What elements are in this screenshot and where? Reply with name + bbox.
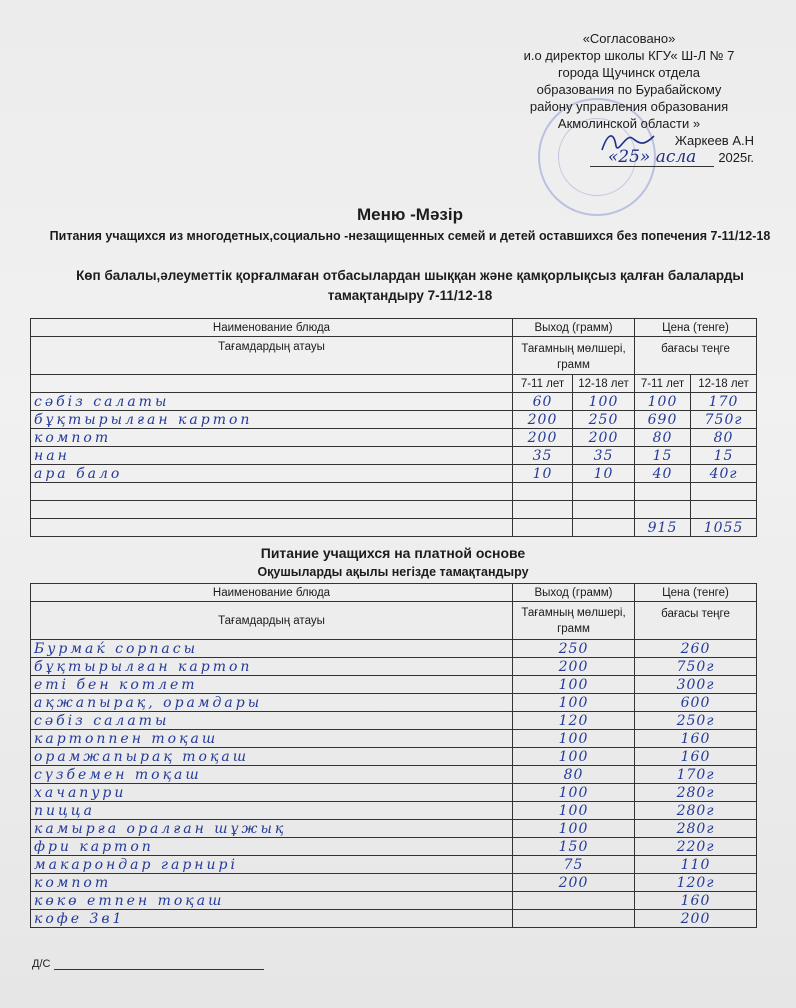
approval-line: города Щучинск отдела xyxy=(558,65,700,80)
price: 280г xyxy=(635,802,757,820)
dish-name: пицца xyxy=(31,802,513,820)
col-header-yield-kz: Тағамның мөлшері, грамм xyxy=(513,602,635,640)
approval-line: Акмолинской области » xyxy=(557,116,701,131)
price: 160 xyxy=(635,730,757,748)
age-header: 12-18 лет xyxy=(573,375,635,393)
section-title-paid-kz: Оқушыларды ақылы негізде тамақтандыру xyxy=(257,565,529,579)
price-7-11: 690 xyxy=(635,411,691,429)
price-12-18: 750г xyxy=(691,411,757,429)
table-row xyxy=(31,910,757,928)
price: 160 xyxy=(635,892,757,910)
yield-12-18: 250 xyxy=(573,411,635,429)
table-row xyxy=(31,483,757,501)
price-7-11: 15 xyxy=(635,447,691,465)
price-12-18 xyxy=(691,483,757,501)
approval-line: и.о директор школы КГУ« Ш-Л № 7 xyxy=(523,48,735,63)
total-price-7-11: 915 xyxy=(635,519,691,537)
signature-line xyxy=(54,960,264,970)
price: 280г xyxy=(635,820,757,838)
price: 600 xyxy=(635,694,757,712)
menu-table-social xyxy=(30,318,757,537)
dish-name: еті бен котлет xyxy=(31,676,513,694)
yield-12-18: 200 xyxy=(573,429,635,447)
approval-block xyxy=(504,30,754,167)
yield: 150 xyxy=(513,838,635,856)
price-12-18 xyxy=(691,501,757,519)
table-row xyxy=(31,501,757,519)
price-12-18: 170 xyxy=(691,393,757,411)
col-header-yield-ru: Выход (грамм) xyxy=(513,319,635,337)
yield: 100 xyxy=(513,694,635,712)
yield xyxy=(513,892,635,910)
table-row xyxy=(31,658,757,676)
dish-name xyxy=(31,519,513,537)
price-12-18: 40г xyxy=(691,465,757,483)
yield: 100 xyxy=(513,730,635,748)
dish-name: макарондар гарнирі xyxy=(31,856,513,874)
dish-name: сәбіз салаты xyxy=(31,393,513,411)
yield: 80 xyxy=(513,766,635,784)
table-row xyxy=(31,874,757,892)
yield: 100 xyxy=(513,820,635,838)
subtitle-ru: Питания учащихся из многодетных,социально -незащищенных семей и детей оставшихся без попечения 7-11/12-18 xyxy=(49,229,771,243)
table-row xyxy=(31,640,757,658)
table-row xyxy=(31,802,757,820)
dish-name: бұқтырылған картоп xyxy=(31,411,513,429)
price: 250г xyxy=(635,712,757,730)
menu-table-paid xyxy=(30,583,757,928)
yield-12-18: 100 xyxy=(573,393,635,411)
yield: 75 xyxy=(513,856,635,874)
approval-signer: Жаркеев А.Н xyxy=(674,133,754,148)
yield-12-18 xyxy=(573,483,635,501)
dish-name: ақжапырақ, орамдары xyxy=(31,694,513,712)
page-title: Меню -Мәзір xyxy=(357,205,463,224)
table-row xyxy=(31,676,757,694)
price: 750г xyxy=(635,658,757,676)
yield: 200 xyxy=(513,658,635,676)
yield-7-11 xyxy=(513,501,573,519)
col-header-price-ru: Цена (тенге) xyxy=(635,319,757,337)
dish-name: кофе 3в1 xyxy=(31,910,513,928)
section-title-paid-ru: Питание учащихся на платной основе xyxy=(260,545,526,561)
price: 260 xyxy=(635,640,757,658)
dish-name: орамжапырақ тоқаш xyxy=(31,748,513,766)
price-7-11: 100 xyxy=(635,393,691,411)
dish-name: камырға оралған шұжық xyxy=(31,820,513,838)
approval-date-handwritten: «25» асла xyxy=(590,149,714,167)
dish-name xyxy=(31,483,513,501)
yield xyxy=(513,910,635,928)
col-header-price-ru: Цена (тенге) xyxy=(635,584,757,602)
dish-name: компот xyxy=(31,874,513,892)
age-header: 7-11 лет xyxy=(635,375,691,393)
price-7-11 xyxy=(635,483,691,501)
price: 220г xyxy=(635,838,757,856)
table-row xyxy=(31,694,757,712)
col-header-name-kz: Тағамдардың атауы xyxy=(31,602,513,640)
col-header-name-ru: Наименование блюда xyxy=(31,319,513,337)
dish-name: фри картоп xyxy=(31,838,513,856)
dish-name: Бурмаќ сорпасы xyxy=(31,640,513,658)
price: 120г xyxy=(635,874,757,892)
table-row xyxy=(31,519,757,537)
footer-signature xyxy=(32,958,264,970)
yield-12-18 xyxy=(573,519,635,537)
table-row xyxy=(31,730,757,748)
yield-12-18: 10 xyxy=(573,465,635,483)
price-7-11: 40 xyxy=(635,465,691,483)
col-header-yield-ru: Выход (грамм) xyxy=(513,584,635,602)
yield: 100 xyxy=(513,802,635,820)
yield-7-11: 60 xyxy=(513,393,573,411)
total-price-12-18: 1055 xyxy=(691,519,757,537)
approval-year: 2025г. xyxy=(718,150,754,165)
table-row xyxy=(31,766,757,784)
dish-name: көкө етпен тоқаш xyxy=(31,892,513,910)
approval-line: «Согласовано» xyxy=(582,31,676,46)
col-header-yield-kz: Тағамның мөлшері, грамм xyxy=(513,337,635,375)
yield-7-11: 200 xyxy=(513,429,573,447)
approval-line: району управления образования xyxy=(529,99,729,114)
table-row xyxy=(31,748,757,766)
yield: 100 xyxy=(513,784,635,802)
yield-7-11: 10 xyxy=(513,465,573,483)
col-header-price-kz: бағасы теңге xyxy=(635,337,757,375)
dish-name: сүзбемен тоқаш xyxy=(31,766,513,784)
yield-7-11: 200 xyxy=(513,411,573,429)
dish-name: нан xyxy=(31,447,513,465)
price-12-18: 80 xyxy=(691,429,757,447)
dish-name: картоппен тоқаш xyxy=(31,730,513,748)
dish-name: компот xyxy=(31,429,513,447)
dish-name: бұқтырылған картоп xyxy=(31,658,513,676)
table-row xyxy=(31,856,757,874)
price: 200 xyxy=(635,910,757,928)
table-row xyxy=(31,447,757,465)
table-row xyxy=(31,393,757,411)
table-row xyxy=(31,712,757,730)
dish-name: хачапури xyxy=(31,784,513,802)
price-7-11 xyxy=(635,501,691,519)
yield-7-11: 35 xyxy=(513,447,573,465)
table-row xyxy=(31,784,757,802)
dish-name xyxy=(31,501,513,519)
table-row xyxy=(31,429,757,447)
table-row xyxy=(31,465,757,483)
subtitle-kz: Көп балалы,әлеуметтік қорғалмаған отбасылардан шыққан және қамқорлықсыз қалған балаларды тамақтандыру 7-11/12-18 xyxy=(76,268,744,303)
age-header: 12-18 лет xyxy=(691,375,757,393)
col-header-price-kz: бағасы теңге xyxy=(635,602,757,640)
col-header-name-ru: Наименование блюда xyxy=(31,584,513,602)
yield-12-18 xyxy=(573,501,635,519)
yield-12-18: 35 xyxy=(573,447,635,465)
price: 160 xyxy=(635,748,757,766)
yield: 250 xyxy=(513,640,635,658)
price: 170г xyxy=(635,766,757,784)
table-row xyxy=(31,892,757,910)
yield: 200 xyxy=(513,874,635,892)
dish-name: ара бало xyxy=(31,465,513,483)
table-row xyxy=(31,411,757,429)
yield: 100 xyxy=(513,748,635,766)
price-12-18: 15 xyxy=(691,447,757,465)
approval-line: образования по Бурабайскому xyxy=(536,82,722,97)
col-header-name-kz: Тағамдардың атауы xyxy=(31,337,513,375)
price: 280г xyxy=(635,784,757,802)
yield: 120 xyxy=(513,712,635,730)
footer-label: Д/С xyxy=(32,958,51,970)
yield: 100 xyxy=(513,676,635,694)
yield-7-11 xyxy=(513,519,573,537)
yield-7-11 xyxy=(513,483,573,501)
table-row xyxy=(31,838,757,856)
dish-name: сәбіз салаты xyxy=(31,712,513,730)
price: 300г xyxy=(635,676,757,694)
age-header: 7-11 лет xyxy=(513,375,573,393)
price-7-11: 80 xyxy=(635,429,691,447)
table-row xyxy=(31,820,757,838)
price: 110 xyxy=(635,856,757,874)
